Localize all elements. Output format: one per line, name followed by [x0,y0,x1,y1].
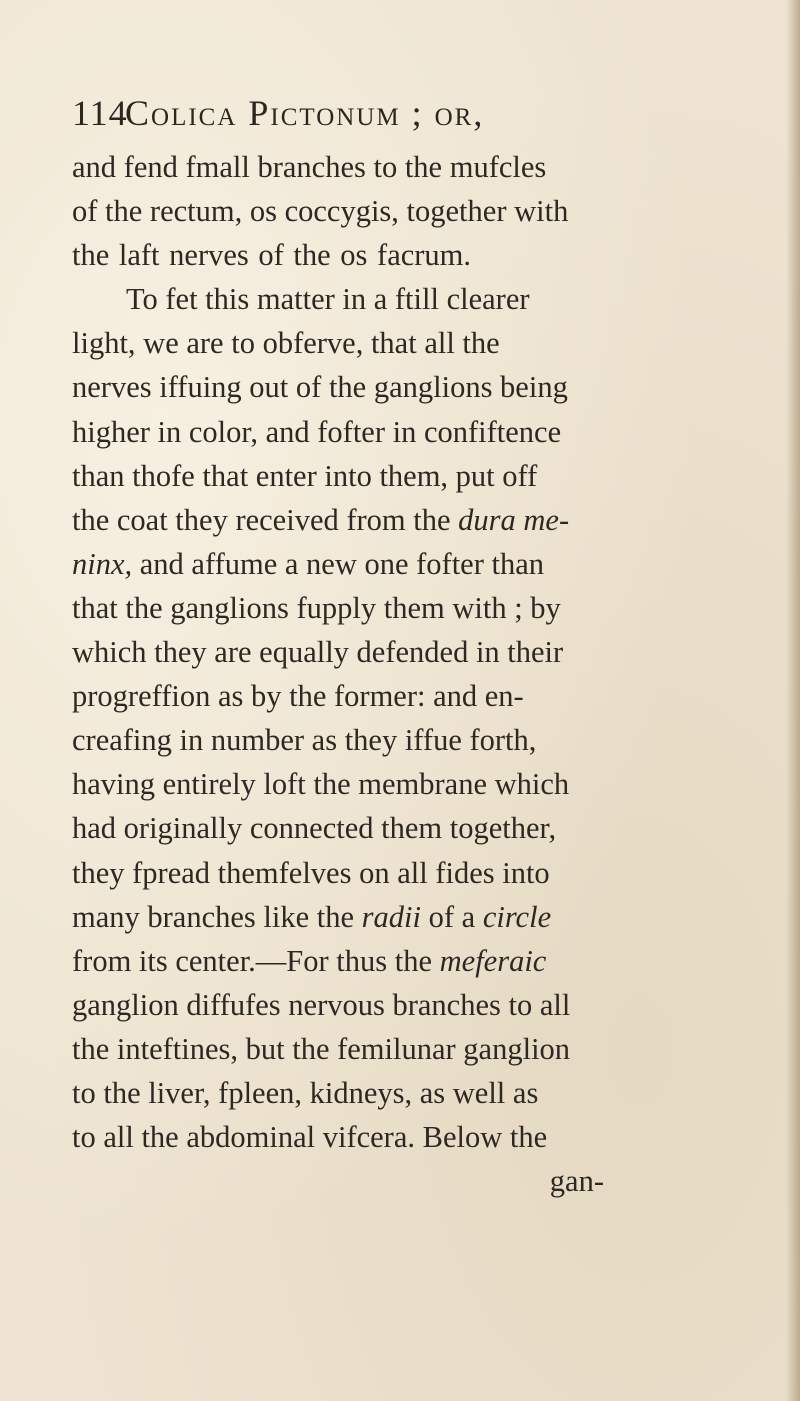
text-line [72,762,732,806]
text-line [72,1071,732,1115]
text-line [72,233,732,277]
text-line-content: nerves iffuing out of the ganglions being [72,370,568,405]
text-line-content: that the ganglions fupply them with ; by [72,590,561,625]
text-line-content: higher in color, and fofter in confiftence [72,414,562,449]
text-run: the coat they received from the [72,502,459,537]
text-line-content: having entirely loft the membrane which [72,767,570,802]
text-line [72,630,732,674]
text-line [72,895,732,939]
running-head: Colica Pictonum ; or, [125,93,485,133]
text-line-content: which they are equally defended in their [72,635,564,670]
text-line [72,365,732,409]
text-line [72,145,732,189]
text-line [72,189,732,233]
text-line [72,1115,732,1159]
text-line-content: the laft nerves of the os facrum. [72,238,472,273]
text-line-content: creafing in number as they iffue forth, [72,723,537,758]
text-line-content [72,939,546,983]
italic-term: radii [361,899,421,934]
text-line [72,718,732,762]
italic-term: ninx, [72,546,133,581]
page-edge-shadow [786,0,800,1401]
text-line-content: of the rectum, os coccygis, together with [72,194,569,229]
text-run: from its center.—For thus the [72,943,440,978]
text-line-content: the inteftines, but the femilunar ganglion [72,1031,571,1066]
text-line-content: they fpread themfelves on all fides into [72,855,550,890]
text-line-content [72,498,569,542]
text-line [72,277,732,321]
italic-term: meferaic [439,943,547,978]
text-line-content: to all the abdominal vifcera. Below the [72,1120,548,1155]
text-line-content [72,895,551,939]
body-text [72,145,732,1203]
text-line [72,1027,732,1071]
text-run: many branches like the [72,899,362,934]
text-line [72,674,732,718]
text-line [72,542,732,586]
text-line [72,939,732,983]
text-line-content: and fend fmall branches to the mufcles [72,150,547,184]
italic-term: circle [482,899,552,934]
text-line [72,454,732,498]
text-line-content: ganglion diffufes nervous branches to all [72,987,571,1022]
text-line [72,498,732,542]
text-line-content: to the liver, fpleen, kidneys, as well as [72,1075,539,1110]
text-line [72,410,732,454]
text-line-content: than thofe that enter into them, put off [72,458,538,493]
text-line [72,851,732,895]
text-line-content [72,542,544,586]
text-line [72,586,732,630]
text-run: and affume a new one fofter than [132,546,544,581]
page-number: 114 [72,93,128,133]
text-line-content: progreffion as by the former: and en- [72,679,524,714]
text-run: of a [420,899,483,934]
text-line-content: had originally connected them together, [72,811,557,846]
catchword: gan- [549,1164,604,1199]
text-line-content: To fet this matter in a ftill clearer [126,282,530,317]
italic-term: dura me- [458,502,570,537]
text-line [72,321,732,365]
text-line [72,983,732,1027]
text-line [72,806,732,850]
text-line-content: light, we are to obferve, that all the [72,326,500,361]
